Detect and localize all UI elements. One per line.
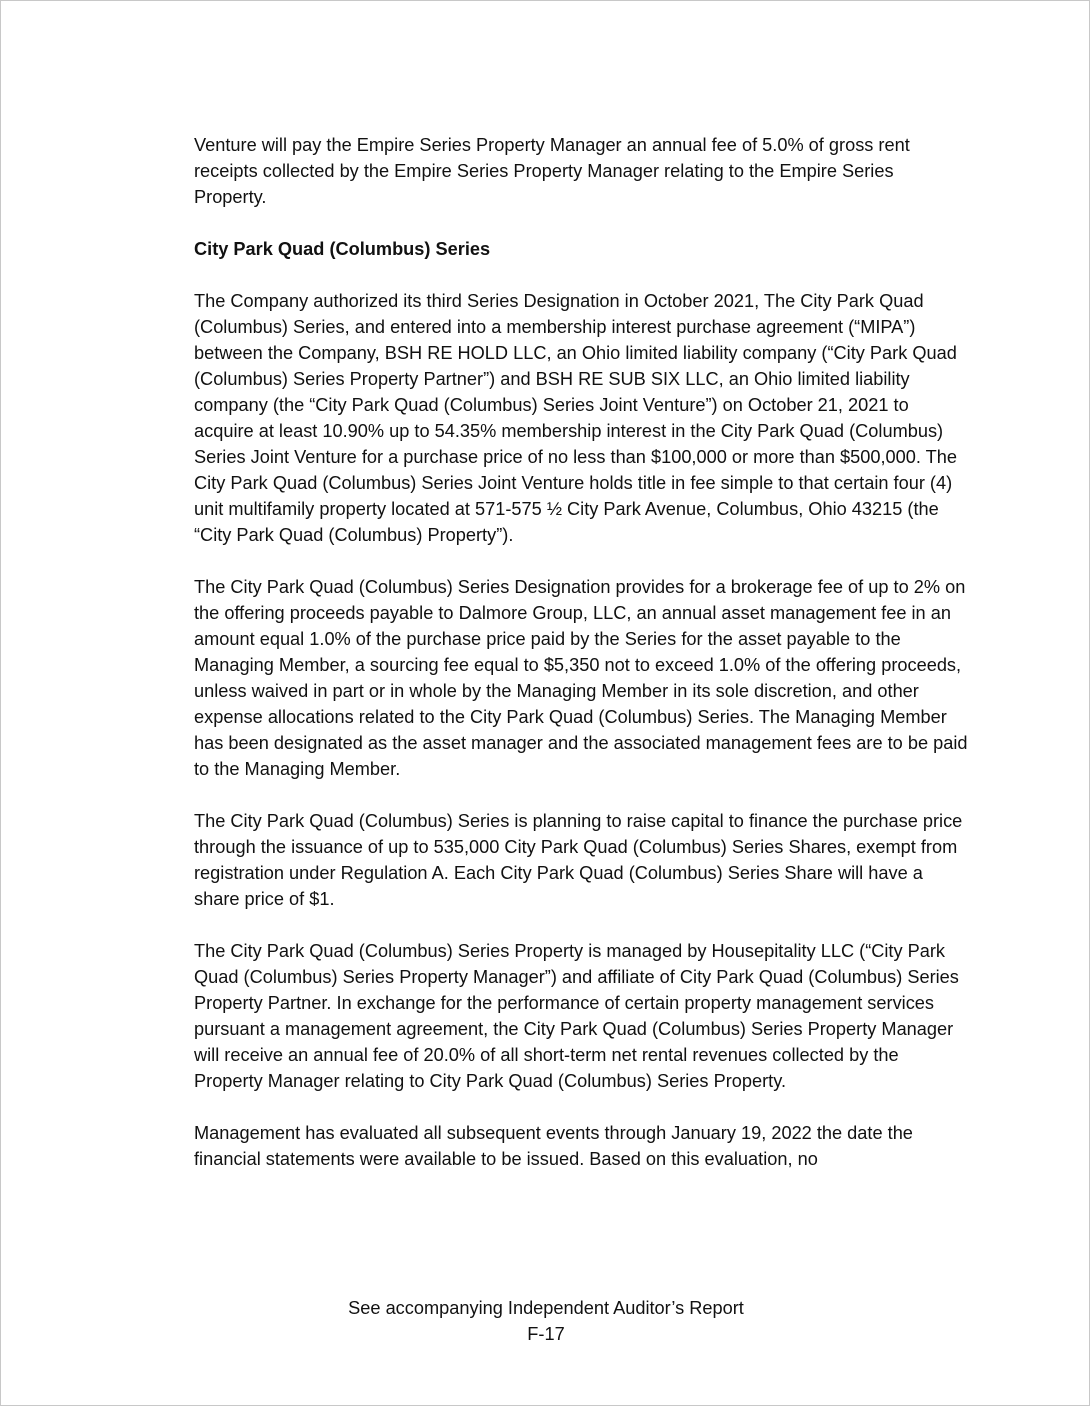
paragraph-subsequent-events: Management has evaluated all subsequent events through January 19, 2022 the date the financial statements were available to be issued. Based on this evaluation, no — [194, 1123, 913, 1169]
auditor-report-note: See accompanying Independent Auditor’s Report — [348, 1298, 744, 1318]
page-number: F-17 — [527, 1324, 565, 1344]
page-footer — [1, 1295, 1090, 1347]
page-body — [194, 132, 969, 1198]
paragraph-capital-raise: The City Park Quad (Columbus) Series is planning to raise capital to finance the purchase price through the issuance of up to 535,000 City Park Quad (Columbus) Series Shares, exempt from registration under Regulation A. Each City Park Quad (Columbus) Series Share will have a share price of $1. — [194, 811, 963, 909]
paragraph-empire-fee: Venture will pay the Empire Series Property Manager an annual fee of 5.0% of gross rent receipts collected by the Empire Series Property Manager relating to the Empire Series Property. — [194, 135, 910, 207]
section-heading: City Park Quad (Columbus) Series — [194, 239, 491, 259]
paragraph-property-manager: The City Park Quad (Columbus) Series Property is managed by Housepitality LLC (“City Park Quad (Columbus) Series Property Manager”) and affiliate of City Park Quad (Columbus) Series Property Partner. In exchange for the performance of certain property management services pursuant a management agreement, the City Park Quad (Columbus) Series Property Manager will receive an annual fee of 20.0% of all short-term net rental revenues collected by the Property Manager relating to City Park Quad (Columbus) Series Property. — [194, 941, 959, 1091]
paragraph-fees: The City Park Quad (Columbus) Series Designation provides for a brokerage fee of up to 2% on the offering proceeds payable to Dalmore Group, LLC, an annual asset management fee in an amount equal 1.0% of the purchase price paid by the Series for the asset payable to the Managing Member, a sourcing fee equal to $5,350 not to exceed 1.0% of the offering proceeds, unless waived in part or in whole by the Managing Member in its sole discretion, and other expense allocations related to the City Park Quad (Columbus) Series. The Managing Member has been designated as the asset manager and the associated management fees are to be paid to the Managing Member. — [194, 577, 968, 779]
paragraph-designation: The Company authorized its third Series Designation in October 2021, The City Park Quad (Columbus) Series, and entered into a membership interest purchase agreement (“MIPA”) between the Company, BSH RE HOLD LLC, an Ohio limited liability company (“City Park Quad (Columbus) Series Property Partner”) and BSH RE SUB SIX LLC, an Ohio limited liability company (the “City Park Quad (Columbus) Series Joint Venture”) on October 21, 2021 to acquire at least 10.90% up to 54.35% membership interest in the City Park Quad (Columbus) Series Joint Venture for a purchase price of no less than $100,000 or more than $500,000. The City Park Quad (Columbus) Series Joint Venture holds title in fee simple to that certain four (4) unit multifamily property located at 571-575 ½ City Park Avenue, Columbus, Ohio 43215 (the “City Park Quad (Columbus) Property”). — [194, 291, 958, 545]
